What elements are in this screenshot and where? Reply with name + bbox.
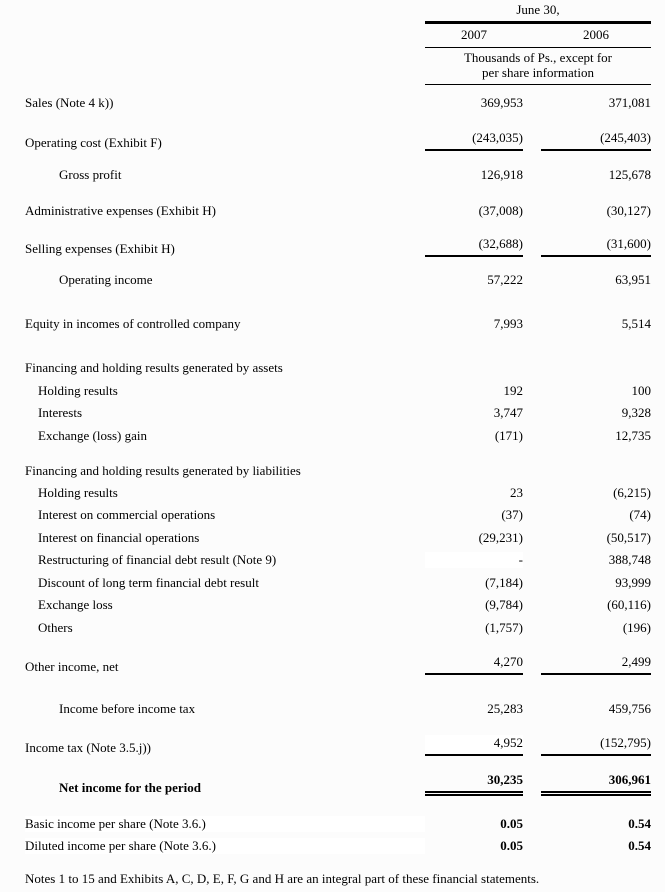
value-2007: 192 xyxy=(503,383,523,398)
table-row xyxy=(0,360,665,376)
row-label: Gross profit xyxy=(59,167,122,182)
row-label: Restructuring of financial debt result (Note 9) xyxy=(38,552,277,567)
year-2007-header: 2007 xyxy=(461,27,487,42)
value-2007: (1,757) xyxy=(485,620,523,635)
row-label: Discount of long term financial debt result xyxy=(38,575,259,590)
value-2006: 388,748 xyxy=(608,552,651,567)
value-2006: 0.54 xyxy=(628,816,651,831)
value-2007: (9,784) xyxy=(485,597,523,612)
table-row xyxy=(0,772,665,796)
row-label: Income tax (Note 3.5.j)) xyxy=(25,740,151,755)
row-label: Selling expenses (Exhibit H) xyxy=(25,241,175,256)
value-2007: (171) xyxy=(494,428,523,443)
table-row xyxy=(0,383,665,399)
table-row xyxy=(0,816,665,832)
table-row xyxy=(0,236,665,257)
value-2006: 125,678 xyxy=(608,167,651,182)
value-2007: 30,235 xyxy=(425,772,523,796)
value-2006: 459,756 xyxy=(608,701,651,716)
table-row xyxy=(0,428,665,444)
value-2006: 371,081 xyxy=(608,95,651,110)
value-2007: (243,035) xyxy=(425,130,523,151)
value-2006: 93,999 xyxy=(615,575,651,590)
row-label: Equity in incomes of controlled company xyxy=(25,316,241,331)
row-label: Sales (Note 4 k)) xyxy=(25,95,114,110)
row-label: Exchange loss xyxy=(38,597,113,612)
row-label: Basic income per share (Note 3.6.) xyxy=(25,816,425,832)
value-2007: (32,688) xyxy=(425,236,523,257)
table-row xyxy=(0,463,665,479)
value-2006: (31,600) xyxy=(541,236,651,257)
row-label: Diluted income per share (Note 3.6.) xyxy=(25,838,425,854)
value-2006: (245,403) xyxy=(541,130,651,151)
table-row xyxy=(0,701,665,717)
row-label: Holding results xyxy=(38,485,118,500)
table-row xyxy=(0,620,665,636)
value-2007: (37,008) xyxy=(478,203,523,218)
row-label: Holding results xyxy=(38,383,118,398)
value-2006: (6,215) xyxy=(613,485,651,500)
value-2006: (30,127) xyxy=(606,203,651,218)
value-2007: 126,918 xyxy=(480,167,523,182)
row-label: Others xyxy=(38,620,73,635)
value-2007: 4,270 xyxy=(425,654,523,675)
value-2006: (74) xyxy=(629,507,651,522)
table-row xyxy=(0,530,665,546)
row-label: Interest on financial operations xyxy=(38,530,200,545)
value-2007: 3,747 xyxy=(493,405,523,420)
units-line-1: Thousands of Ps., except for xyxy=(463,50,613,65)
value-2007: 4,952 xyxy=(425,735,523,756)
value-2007: 7,993 xyxy=(493,316,523,331)
row-label: Interest on commercial operations xyxy=(38,507,216,522)
value-2006: 0.54 xyxy=(628,838,651,853)
table-row xyxy=(0,507,665,523)
value-2006: 5,514 xyxy=(621,316,651,331)
row-label: Administrative expenses (Exhibit H) xyxy=(25,203,216,218)
table-row xyxy=(0,95,665,111)
value-2007: 23 xyxy=(510,485,523,500)
row-label: Exchange (loss) gain xyxy=(38,428,148,443)
year-2006-header: 2006 xyxy=(583,27,609,42)
table-row xyxy=(0,654,665,675)
row-label: Operating cost (Exhibit F) xyxy=(25,135,162,150)
table-row xyxy=(0,485,665,501)
value-2007: (37) xyxy=(501,507,523,522)
value-2006: 9,328 xyxy=(621,405,651,420)
value-2007: (29,231) xyxy=(478,530,523,545)
value-2006: (196) xyxy=(622,620,651,635)
table-row xyxy=(0,272,665,288)
row-label: Operating income xyxy=(59,272,153,287)
units-line-2: per share information xyxy=(482,65,594,80)
integral-part-note: Notes 1 to 15 and Exhibits A, C, D, E, F, G and H are an integral part of these financial statements. xyxy=(25,871,540,886)
table-row xyxy=(0,597,665,613)
table-row xyxy=(0,552,665,568)
row-label: Financing and holding results generated by assets xyxy=(25,360,283,375)
row-label: Financing and holding results generated by liabilities xyxy=(25,463,301,478)
table-row xyxy=(0,130,665,151)
value-2006: (152,795) xyxy=(541,735,651,756)
value-2006: 306,961 xyxy=(541,772,651,796)
value-2006: 12,735 xyxy=(615,428,651,443)
row-label: Other income, net xyxy=(25,659,119,674)
table-row xyxy=(0,405,665,421)
value-2007: 0.05 xyxy=(500,838,523,853)
table-row xyxy=(0,203,665,219)
period-label: June 30, xyxy=(425,2,651,24)
value-2007: 57,222 xyxy=(487,272,523,287)
row-label: Income before income tax xyxy=(59,701,196,716)
value-2007: - xyxy=(425,552,523,568)
value-2006: (60,116) xyxy=(607,597,651,612)
table-row xyxy=(0,316,665,332)
value-2007: 369,953 xyxy=(480,95,523,110)
row-label: Net income for the period xyxy=(59,780,202,795)
value-2006: 2,499 xyxy=(541,654,651,675)
row-label: Interests xyxy=(38,405,83,420)
table-row xyxy=(0,575,665,591)
value-2007: (7,184) xyxy=(485,575,523,590)
value-2007: 25,283 xyxy=(487,701,523,716)
value-2006: 63,951 xyxy=(615,272,651,287)
table-row xyxy=(0,167,665,183)
value-2007: 0.05 xyxy=(500,816,523,831)
value-2006: (50,517) xyxy=(606,530,651,545)
value-2006: 100 xyxy=(631,383,651,398)
table-row xyxy=(0,838,665,854)
table-row xyxy=(0,735,665,756)
